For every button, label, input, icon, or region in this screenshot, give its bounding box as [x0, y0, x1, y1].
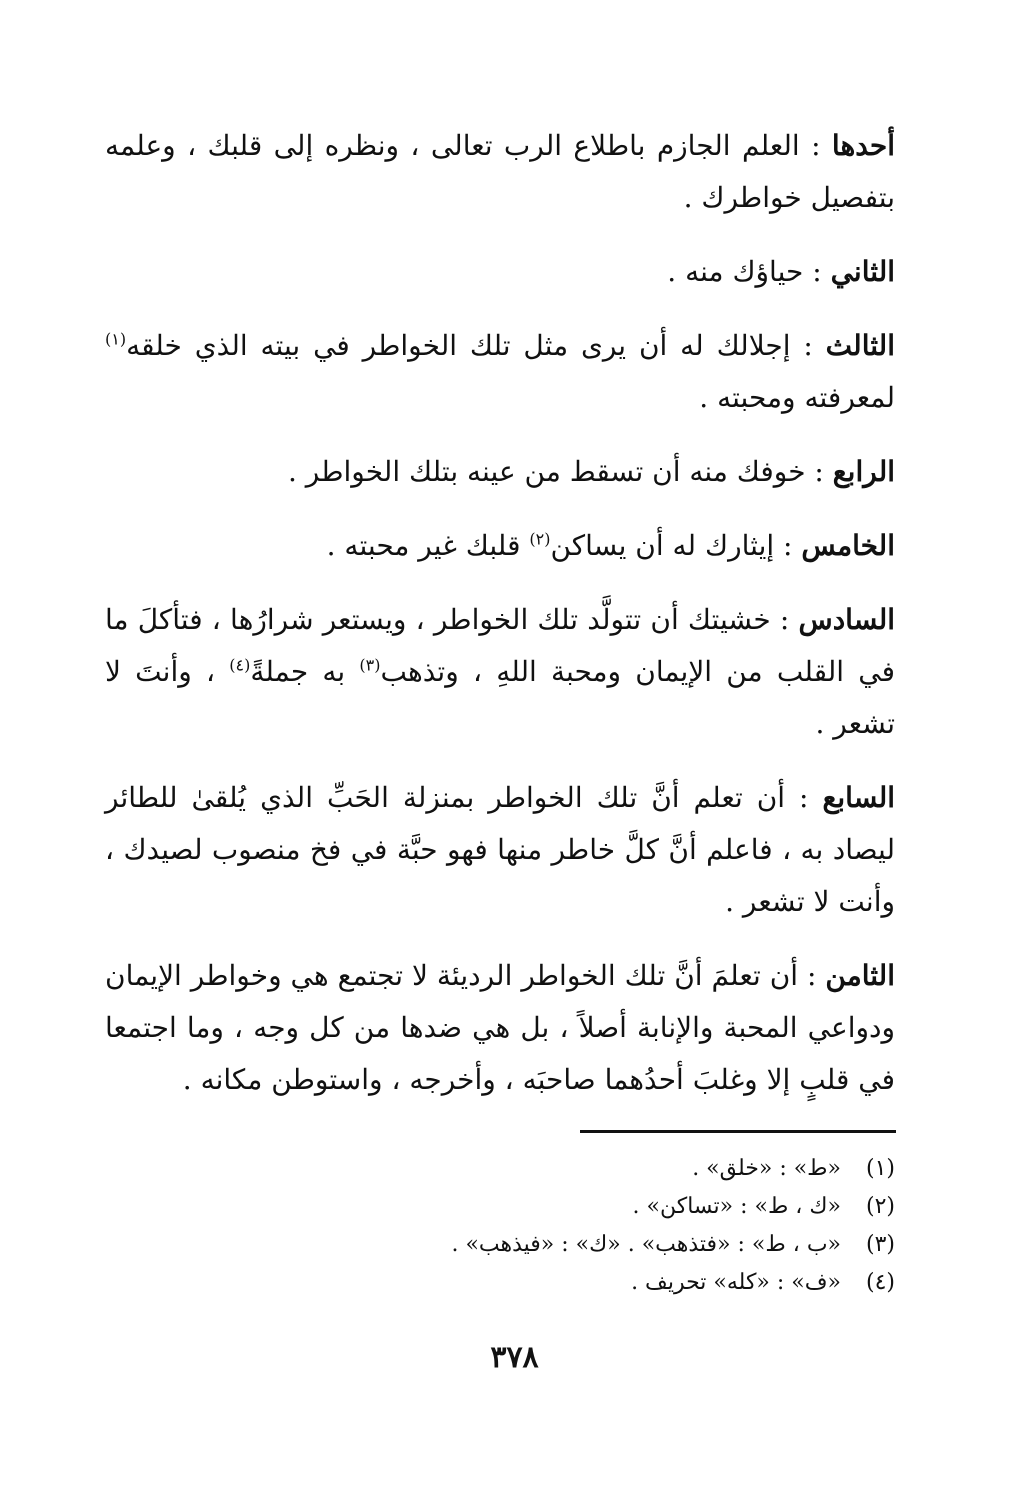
footnote-text: «ف» : «كله» تحريف . — [631, 1270, 841, 1295]
paragraph-text: لمعرفته ومحبته . — [699, 381, 895, 414]
footnote — [105, 1226, 895, 1264]
footnotes — [105, 1150, 895, 1302]
footnote-ref: (٣) — [359, 655, 381, 675]
paragraph-label: الثالث — [825, 329, 895, 362]
paragraph — [105, 246, 895, 298]
footnote-text: «ب ، ط» : «فتذهب» . «ك» : «فيذهب» . — [451, 1232, 841, 1257]
paragraph-label: الخامس — [801, 529, 895, 562]
footnote-text: «ك ، ط» : «تساكن» . — [632, 1194, 841, 1219]
footnote-text: «ط» : «خلق» . — [692, 1156, 841, 1181]
paragraph-text: قلبك غير محبته . — [326, 529, 530, 562]
page-number: ٣٧٨ — [490, 1340, 539, 1375]
footnote-number: (٤) — [865, 1270, 895, 1295]
paragraph-text: : إجلالك له أن يرى مثل تلك الخواطر في بيته الذي خلقه — [126, 329, 826, 362]
paragraph — [105, 772, 895, 928]
footnote-separator — [580, 1130, 896, 1133]
paragraph — [105, 446, 895, 498]
paragraph — [105, 594, 895, 750]
paragraph-text: : أن تعلم أنَّ تلك الخواطر بمنزلة الحَبِّ الذي يُلقىٰ للطائر ليصاد به ، فاعلم أنَّ كلَّ خاطر منها فهو حبَّة في فخ منصوب لصيدك ، وأنت لا تشعر . — [105, 781, 896, 918]
paragraph-text: به جملةً — [250, 655, 360, 688]
paragraph-label: الرابع — [832, 455, 895, 488]
paragraph — [105, 520, 895, 572]
footnote-number: (١) — [865, 1156, 895, 1181]
paragraph-text: : خشيتك أن تتولَّد تلك الخواطر ، ويستعر شرارُها ، فتأكلَ ما في القلب من الإيمان ومحبة اللهِ ، وتذهب — [105, 603, 896, 688]
main-text — [105, 120, 895, 1128]
paragraph-label: أحدها — [831, 129, 895, 162]
footnote — [105, 1150, 895, 1188]
paragraph-label: السابع — [822, 781, 895, 814]
paragraph — [105, 950, 895, 1106]
paragraph-label: السادس — [798, 603, 895, 636]
paragraph-text: : إيثارك له أن يساكن — [550, 529, 802, 562]
paragraph — [105, 120, 895, 224]
paragraph-text: : العلم الجازم باطلاع الرب تعالى ، ونظره إلى قلبك ، وعلمه بتفصيل خواطرك . — [105, 129, 895, 214]
footnote-ref: (١) — [105, 329, 127, 349]
paragraph-text: ، وأنتَ لا تشعر . — [105, 655, 895, 740]
footnote-ref: (٢) — [529, 529, 551, 549]
footnote-number: (٣) — [865, 1232, 895, 1257]
footnote-ref: (٤) — [229, 655, 251, 675]
paragraph-label: الثامن — [825, 959, 895, 992]
footnote — [105, 1188, 895, 1226]
paragraph-text: : حياؤك منه . — [667, 255, 831, 288]
paragraph-label: الثاني — [830, 255, 895, 288]
footnote — [105, 1264, 895, 1302]
paragraph — [105, 320, 895, 424]
paragraph-text: : أن تعلمَ أنَّ تلك الخواطر الرديئة لا تجتمع هي وخواطر الإيمان ودواعي المحبة والإنابة أصلاً ، بل هي ضدها من كل وجه ، وما اجتمعا في قلبٍ إلا وغلبَ أحدُهما صاحبَه ، وأخرجه ، واستوطن مكانه . — [105, 959, 895, 1096]
footnote-number: (٢) — [865, 1194, 895, 1219]
paragraph-text: : خوفك منه أن تسقط من عينه بتلك الخواطر . — [287, 455, 833, 488]
